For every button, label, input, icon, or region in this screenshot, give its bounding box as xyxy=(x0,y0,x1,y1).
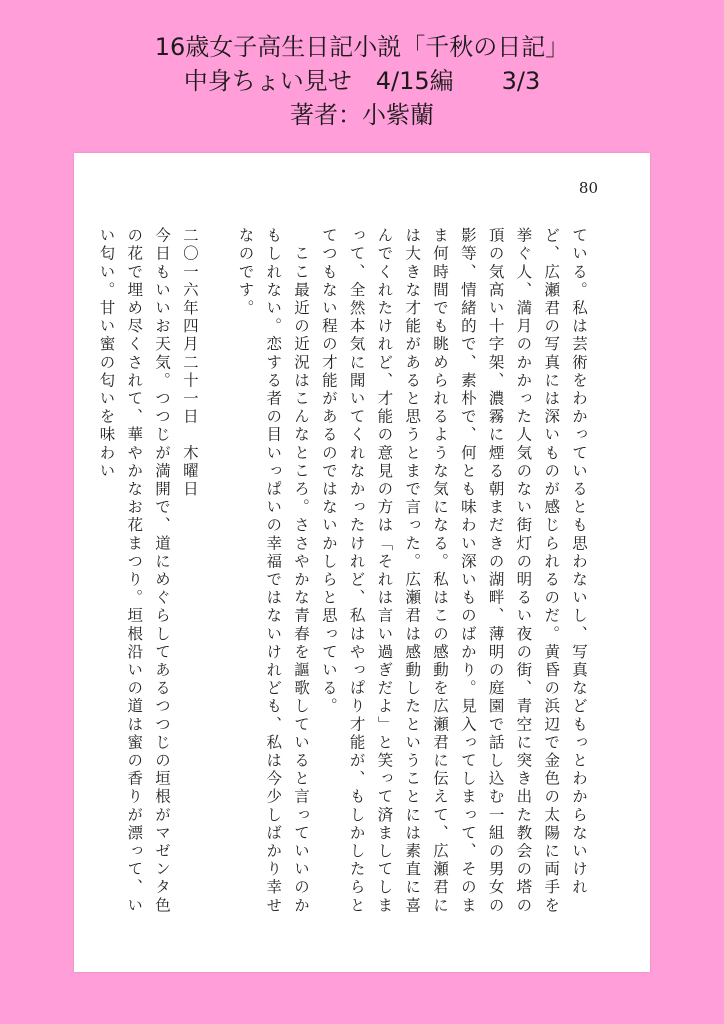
diary-date-heading: 二〇一六年四月二十一日 木曜日 xyxy=(180,227,199,499)
blank-line xyxy=(203,227,231,927)
paragraph-continuation: ている。私は芸術をわかっているとも思わないし、写真などもっとわからないけれど、広瀬君の写真には深いものが感じられるのだ。黄昏の浜辺で金色の太陽に両手を挙ぐ人、満月のかかった人気のない街灯の明るい夜の街、青空に突き出た教会の塔の頂の気高い十字架、濃霧に煙る朝まだきの湖畔、薄明の庭園で話し込む一組の男女の影等、情緒的で、素朴で、何とも味わい深いものばかり。見入ってしまって、そのまま何時間でも眺められるような気になる。私はこの感動を広瀬君に伝えて、広瀬君には大きな才能があると思うとまで言った。広瀬君は感動したということには素直に喜んでくれたけれど、才能の意見の方は「それは言い過ぎだよ」と笑って済ましてしまって、全然本気に聞いてくれなかったけれど、私はやっぱり才能が、もしかしたらとてつもない程の才能があるのではないかしらと思っている。 xyxy=(319,227,588,915)
page-number: 80 xyxy=(578,179,598,197)
subtitle-line: 中身ちょい見せ 4/15編 3/3 xyxy=(183,67,541,95)
vertical-text-body xyxy=(97,227,592,927)
paragraph-recent-news: ここ最近の近況はこんなところ。ささやかな青春を謳歌していると言っていいのかもしれない。恋する者の目いっぱいの幸福ではないけれども、私は今少しばかり幸せなのです。 xyxy=(236,227,311,915)
book-page xyxy=(74,153,650,972)
title-line: 16歳女子高生日記小説「千秋の日記」 xyxy=(154,33,570,61)
header xyxy=(0,30,724,132)
paragraph-diary-entry: 今日もいいお天気。つつじが満開で、道にめぐらしてあるつつじの垣根がマゼンタ色の花で埋め尽くされて、華やかなお花まつり。垣根沿いの道は蜜の香りが漂って、いい匂い。甘い蜜の匂いを味わい xyxy=(97,227,172,915)
author-line: 著者：小紫蘭 xyxy=(290,101,434,129)
